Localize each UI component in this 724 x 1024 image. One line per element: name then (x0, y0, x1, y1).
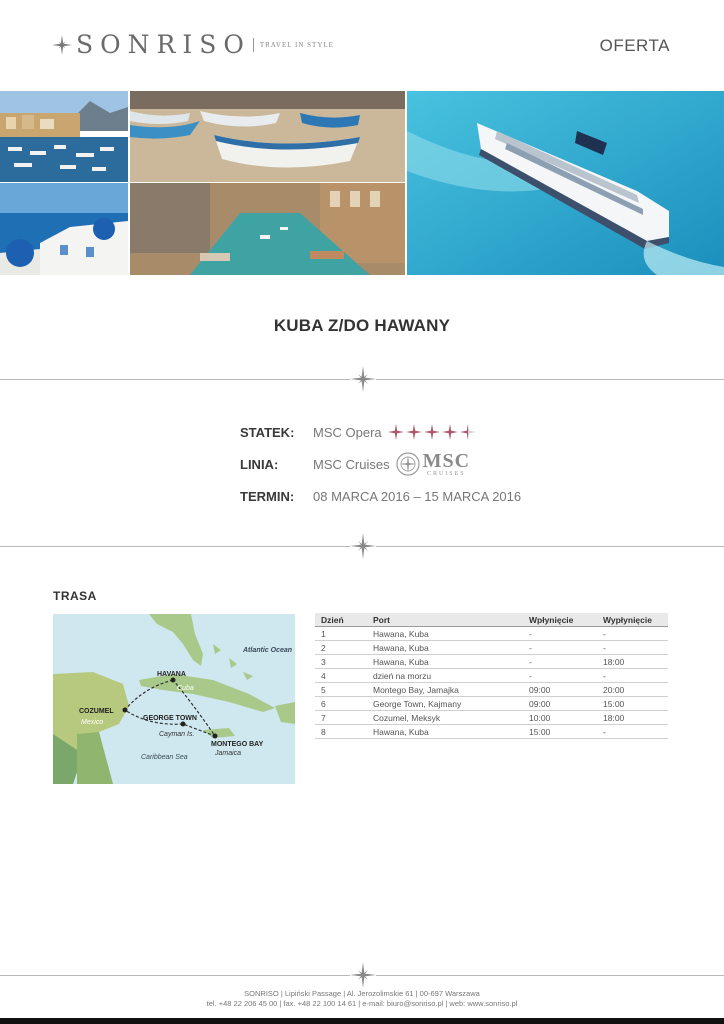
header-day: Dzień (315, 613, 367, 627)
cell-day: 2 (315, 641, 367, 655)
compass-star-icon (350, 962, 376, 988)
cell-departure: - (597, 627, 668, 641)
star-icon (424, 424, 440, 440)
cell-port: Hawana, Kuba (367, 641, 523, 655)
half-star-icon (460, 424, 476, 440)
cell-port: Hawana, Kuba (367, 627, 523, 641)
map-label-montego: MONTEGO BAY (211, 741, 264, 748)
cell-arrival: 09:00 (523, 697, 597, 711)
ship-label: STATEK: (240, 425, 295, 440)
bottom-bar (0, 1018, 724, 1024)
header-departure: Wypłynięcie (597, 613, 668, 627)
santorini-photo (0, 183, 128, 275)
offer-title: KUBA Z/DO HAWANY (273, 316, 451, 335)
logo-wordmark: SONRISO (76, 30, 251, 59)
date-label: TERMIN: (240, 489, 295, 504)
map-label-cuba: Cuba (177, 685, 194, 692)
msc-logo (396, 451, 470, 477)
logo-separator (253, 38, 254, 52)
header-port: Port (367, 613, 523, 627)
msc-logo-small: CRUISES (426, 471, 466, 477)
footer-contact: tel. +48 22 206 45 00 | fax. +48 22 100 14 61 | e-mail: biuro@sonriso.pl | web: www.sonriso.pl (206, 999, 518, 1008)
table-row (315, 711, 668, 725)
table-row (315, 641, 668, 655)
table-header-row (315, 613, 668, 627)
star-icon (442, 424, 458, 440)
cell-arrival: - (523, 627, 597, 641)
star-icon (406, 424, 422, 440)
venice-canal-photo (130, 183, 405, 275)
cell-port: dzień na morzu (367, 669, 523, 683)
table-row (315, 669, 668, 683)
line-label: LINIA: (240, 457, 279, 472)
msc-logo-big: MSC (422, 450, 471, 472)
cruise-line-name: MSC Cruises (313, 456, 390, 472)
cell-departure: 18:00 (597, 711, 668, 725)
cell-departure: 20:00 (597, 683, 668, 697)
compass-star-icon (52, 35, 72, 55)
table-row (315, 683, 668, 697)
ship-row (313, 424, 478, 440)
cell-day: 5 (315, 683, 367, 697)
logo-tagline: TRAVEL IN STYLE (259, 41, 334, 49)
photo-banner (0, 91, 724, 275)
footer-address: SONRISO | Lipiński Passage | Al. Jerozolimskie 61 | 00-697 Warszawa (244, 989, 480, 998)
ship-name: MSC Opera (313, 424, 382, 440)
cell-day: 6 (315, 697, 367, 711)
cell-arrival: 10:00 (523, 711, 597, 725)
cell-day: 1 (315, 627, 367, 641)
map-label-mexico: Mexico (81, 719, 104, 726)
cell-day: 4 (315, 669, 367, 683)
table-row (315, 627, 668, 641)
cell-port: Hawana, Kuba (367, 655, 523, 669)
compass-star-icon (350, 533, 376, 559)
map-label-cozumel: COZUMEL (79, 708, 114, 715)
cell-port: Cozumel, Meksyk (367, 711, 523, 725)
date-value: 08 MARCA 2016 – 15 MARCA 2016 (313, 489, 522, 504)
map-label-jamaica: Jamaica (215, 750, 242, 757)
cell-port: Montego Bay, Jamajka (367, 683, 523, 697)
map-label-caribbean: Caribbean Sea (141, 754, 188, 761)
map-label-ocean: Atlantic Ocean (243, 647, 293, 654)
cell-departure: - (597, 669, 668, 683)
map-label-george-town: GEORGE TOWN (143, 715, 197, 722)
header-arrival: Wpłynięcie (523, 613, 597, 627)
cell-arrival: 15:00 (523, 725, 597, 739)
route-map (53, 614, 295, 784)
cell-day: 7 (315, 711, 367, 725)
marina-harbour-photo (0, 91, 128, 182)
divider-right (376, 975, 724, 976)
cell-day: 3 (315, 655, 367, 669)
fishing-boats-photo (130, 91, 405, 182)
cruise-ship-photo (407, 91, 724, 275)
cell-day: 8 (315, 725, 367, 739)
document-type-label: OFERTA (599, 36, 670, 55)
itinerary-table (315, 613, 668, 739)
route-heading: TRASA (53, 589, 97, 603)
table-row (315, 725, 668, 739)
divider-left (0, 975, 350, 976)
divider-left (0, 546, 350, 547)
star-icon (388, 424, 404, 440)
cell-arrival: - (523, 641, 597, 655)
table-row (315, 655, 668, 669)
line-row (313, 451, 470, 477)
divider-right (376, 546, 724, 547)
cell-arrival: - (523, 655, 597, 669)
cell-port: Hawana, Kuba (367, 725, 523, 739)
cell-arrival: - (523, 669, 597, 683)
cell-departure: 15:00 (597, 697, 668, 711)
map-label-havana: HAVANA (157, 671, 186, 678)
cell-arrival: 09:00 (523, 683, 597, 697)
cell-port: George Town, Kajmany (367, 697, 523, 711)
divider-left (0, 379, 350, 380)
sonriso-logo (52, 32, 334, 58)
cell-departure: 18:00 (597, 655, 668, 669)
cell-departure: - (597, 725, 668, 739)
divider-right (376, 379, 724, 380)
map-label-cayman: Cayman Is. (159, 731, 195, 738)
table-row (315, 697, 668, 711)
cell-departure: - (597, 641, 668, 655)
msc-compass-emblem-icon (396, 452, 420, 476)
compass-star-icon (350, 366, 376, 392)
ship-rating (388, 424, 478, 440)
